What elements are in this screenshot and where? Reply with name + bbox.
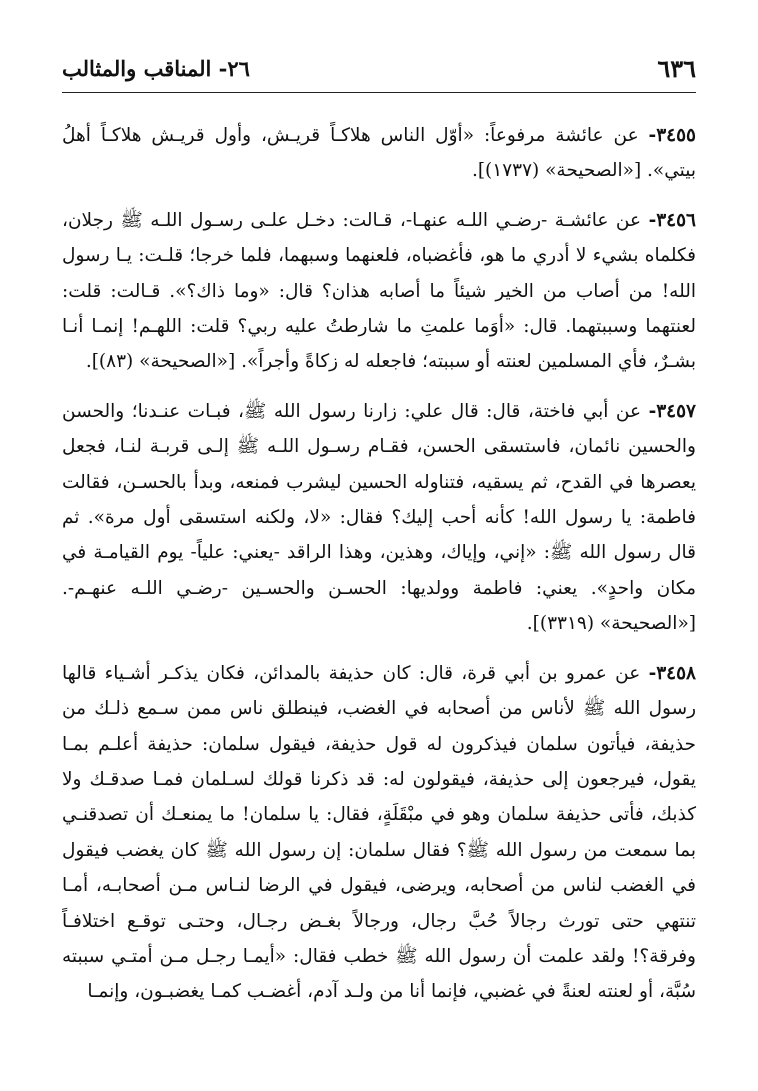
hadith-entry-3456 xyxy=(62,203,696,380)
entry-number: ٣٤٥٥- xyxy=(648,125,696,146)
entry-text: عن عائشـة -رضـي اللـه عنهـا-، قـالت: دخـل علـى رسـول اللـه ﷺ رجلان، فكلماه بشيء لا أدري ما هو، فأغضباه، فلعنهما وسبهما، فلما خرجا؛ قلـت: يـا رسول الله! من أصاب من الخير شيئاً ما أصابه هذان؟ قال: «وما ذاك؟». قـالت: قلت: لعنتهما وسببتهما. قال: «أوَما علمتِ ما شارطتُ عليه ربي؟ قلت: اللهـم! إنمـا أنـا بشـرٌ، فأي المسلمين لعنته أو سببته؛ فاجعله له زكاةً وأجراً». [«الصحيحة» (٨٣)]. xyxy=(62,209,696,373)
entry-number: ٣٤٥٦- xyxy=(648,209,696,231)
hadith-entry-3458 xyxy=(62,656,696,1010)
page-header xyxy=(62,50,696,93)
hadith-entry-3457 xyxy=(62,394,696,642)
page-number: ٦٣٦ xyxy=(657,54,696,83)
entry-number: ٣٤٥٧- xyxy=(648,400,696,422)
entry-text: عن عائشة مرفوعاً: «أوّل الناس هلاكـاً قريـش، وأول قريـش هلاكـاً أهلُ بيتي». [«الصحيحة» (١٧٣٧)]. xyxy=(62,125,696,182)
chapter-title: ٢٦- المناقب والمثالب xyxy=(62,56,250,81)
hadith-entry-3455 xyxy=(62,118,696,189)
page-body xyxy=(62,118,696,1024)
entry-number: ٣٤٥٨- xyxy=(648,662,696,684)
entry-text: عن عمرو بن أبي قرة، قال: كان حذيفة بالمدائن، فكان يذكـر أشـياء قالها رسول الله ﷺ لأناس من أصحابه في الغضب، فينطلق ناس ممن سـمع ذلـك من حذيفة، فيأتون سلمان فيذكرون له قول حذيفة، فيقول سلمان: حذيفة أعلـم بمـا يقول، فيرجعون إلى حذيفة، فيقولون له: قد ذكرنا قولك لسـلمان فمـا صدقـك ولا كذبك، فأتى حذيفة سلمان وهو في مبْقَلَةٍ، فقال: يا سلمان! ما يمنعـك أن تصدقنـي بما سمعت من رسول الله ﷺ؟ فقال سلمان: إن رسول الله ﷺ كان يغضب فيقول في الغضب لناس من أصحابه، ويرضى، فيقول في الرضا لنـاس مـن أصحابـه، أمـا تنتهي حتى تورث رجالاً حُبَّ رجال، ورجالاً بغـض رجـال، وحتـى توقـع اختلافـاً وفرقة؟! ولقد علمت أن رسول الله ﷺ خطب فقال: «أيمـا رجـل مـن أمتـي سببته سُبَّة، أو لعنته لعنةً في غضبي، فإنما أنا من ولـد آدم، أغضـب كمـا يغضبـون، وإنمـا xyxy=(62,662,696,1003)
entry-text: عن أبي فاختة، قال: قال علي: زارنا رسول الله ﷺ، فبـات عنـدنا؛ والحسن والحسين نائمان، فاستسقى الحسن، فقـام رسـول اللـه ﷺ إلـى قربـة لنـا، فجعل يعصرها في القدح، ثم يسقيه، فتناوله الحسين ليشرب فمنعه، وبدأ بالحسـن، فقالت فاطمة: يا رسول الله! كأنه أحب إليك؟ فقال: «لا، ولكنه استسقى أول مرة». ثم قال رسول الله ﷺ: «إني، وإياك، وهذين، وهذا الراقد -يعني: علياً- يوم القيامـة في مكان واحدٍ». يعني: فاطمة وولديها: الحسـن والحسـين -رضـي اللـه عنهـم-. [«الصحيحة» (٣٣١٩)]. xyxy=(62,400,696,635)
